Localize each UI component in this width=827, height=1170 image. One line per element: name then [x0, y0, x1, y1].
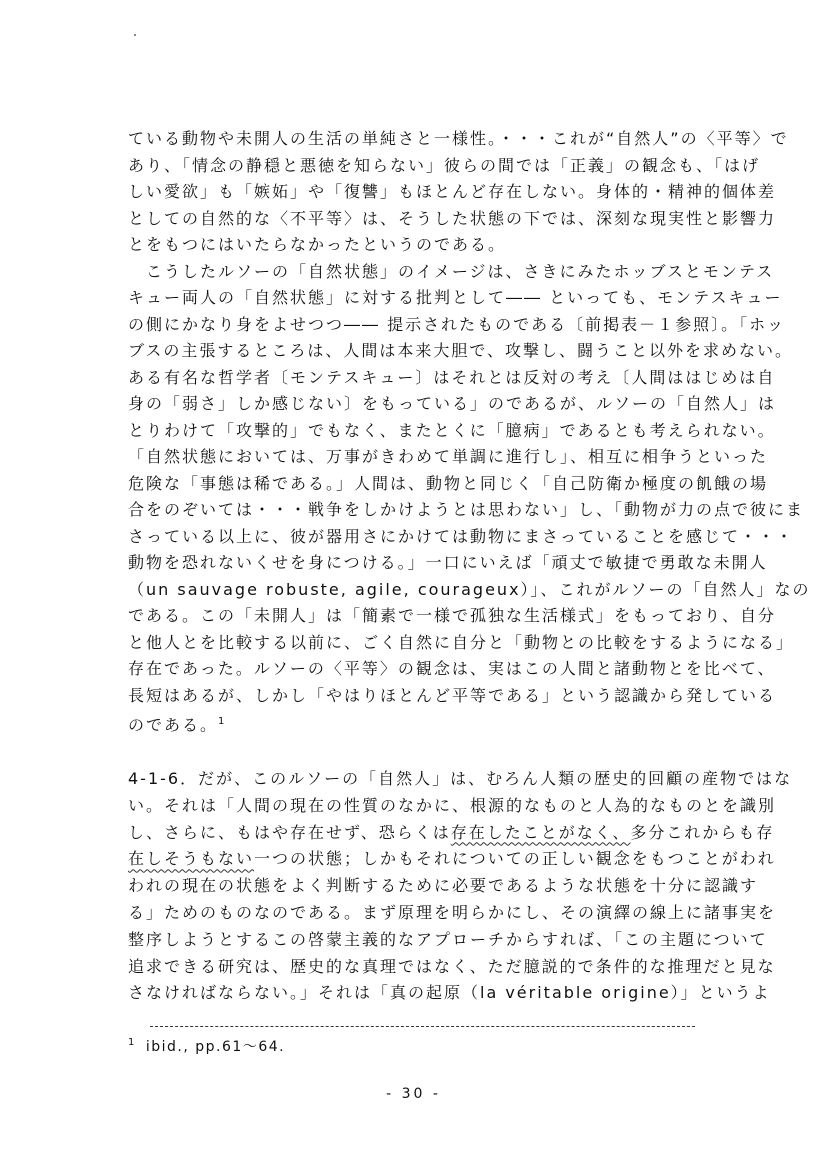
- text-line-with-underline: [128, 820, 775, 847]
- text-line: キュー両人の「自然状態」に対する批判として―― といっても、モンテスキュー: [128, 288, 783, 307]
- text-line: い。それは「人間の現在の性質のなかに、根源的なものと人為的なものとを識別: [128, 795, 777, 815]
- text-line: しい愛欲」も「嫉妬」や「復讐」もほとんど存在しない。身体的・精神的個体差: [128, 182, 777, 201]
- footnote-divider: [150, 1026, 695, 1027]
- text-line: 動物を恐れないくせを身につける。」一口にいえば「頑丈で敏捷で勇敢な未開人: [128, 553, 768, 572]
- text-line: 存在であった。ルソーの〈平等〉の観念は、実はこの人間と諸動物とを比べて、: [128, 659, 776, 678]
- footnote-number: 1: [128, 1037, 136, 1049]
- text-line: る」ためのものなのである。まず原理を明らかにし、その演繹の線上に諸事実を: [128, 902, 777, 922]
- wavy-underlined-text: 在しそうもない: [128, 849, 255, 869]
- text-line: さなければならない。」それは「真の起原（la véritable origine）」というよ: [128, 983, 771, 1003]
- text-line: とりわけて「攻撃的」でもなく、またとくに「臆病」であるとも考えられない。: [128, 420, 776, 440]
- footnote: [128, 1036, 285, 1056]
- footnote-text: ibid., pp.61～64.: [145, 1039, 286, 1055]
- text-line: ブスの主張するところは、人間は本来大胆で、攻撃し、闘うこと以外を求めない。: [128, 341, 794, 360]
- text-line: あり、「情念の静穏と悪徳を知らない」彼らの間では「正義」の観念も、「はげ: [128, 155, 761, 175]
- text-line-last: [128, 709, 718, 736]
- text-line: 整序しようとするこの啓蒙主義的なアプローチからすれば、「この主題について: [128, 929, 768, 949]
- text-line: と他人とを比較する以前に、ごく自然に自分と「動物との比較をするようになる」: [128, 632, 795, 652]
- text-line: （un sauvage robuste, agile, courageux）」、これがルソーの「自然人」なの: [128, 579, 811, 599]
- text-line: 長短はあるが、しかし「やはりほとんど平等である」という認識から発している: [128, 685, 777, 705]
- text-segment: 多分これからも存: [630, 822, 775, 842]
- text-line: 身の「弱さ」しか感じない〕をもっている」のであるが、ルソーの「自然人」は: [128, 394, 777, 413]
- footnote-reference: 1: [218, 716, 227, 727]
- text-segment: し、さらに、もはや存在せず、恐らくは: [128, 822, 451, 842]
- text-line: とをもつにはいたらなかったというのである。: [128, 235, 507, 254]
- text-line: 合をのぞいては・・・戦争をしかけようとは思わない」し、「動物が力の点で彼にま: [128, 500, 805, 519]
- paragraph-1: [128, 126, 811, 736]
- text-line-end: のである。: [128, 715, 219, 735]
- text-line: 4-1-6．だが、このルソーの「自然人」は、むろん人類の歴史的回顧の産物ではな: [128, 769, 793, 788]
- text-line: ている動物や未開人の生活の単純さと一様性。・・・これが“自然人”の〈平等〉で: [128, 129, 789, 148]
- wavy-underlined-text: 存在したことがなく、: [450, 822, 631, 842]
- page-number: - 30 -: [386, 1086, 441, 1102]
- text-line-with-underline: [128, 846, 776, 873]
- text-line: ある有名な哲学者〔モンテスキュー〕はそれとは反対の考え〔人間ははじめは自: [128, 367, 776, 387]
- text-line: である。この「未開人」は「簡素で一様で孤独な生活様式」をもっており、自分: [128, 606, 777, 625]
- text-line: 危険な「事態は稀である。」人間は、動物と同じく「自己防衛か極度の飢餓の場: [128, 473, 769, 493]
- text-line: われの現在の状態をよく判断するために必要であるような状態を十分に認識す: [128, 876, 759, 896]
- text-line: 「自然状態においては、万事がきわめて単調に進行し」、相互に相争うといった: [128, 447, 769, 466]
- text-line: こうしたルソーの「自然状態」のイメージは、さきにみたホッブスとモンテス: [128, 261, 775, 281]
- scan-speck: [134, 34, 136, 36]
- text-line: の側にかなり身をよせつつ―― 提示されたものである〔前掲表－１参照〕。「ホッ: [128, 314, 786, 334]
- text-segment: 一つの状態；しかもそれについての正しい観念をもつことがわれ: [254, 849, 776, 869]
- text-line: さっている以上に、彼が器用さにかけては動物にまさっていることを感じて・・・: [128, 526, 795, 546]
- text-line: としての自然的な〈不平等〉は、そうした状態の下では、深刻な現実性と影響力: [128, 208, 777, 228]
- paragraph-2: [128, 766, 793, 1007]
- text-line: 追求できる研究は、歴史的な真理ではなく、ただ臆説的で条件的な推理だと見な: [128, 956, 776, 976]
